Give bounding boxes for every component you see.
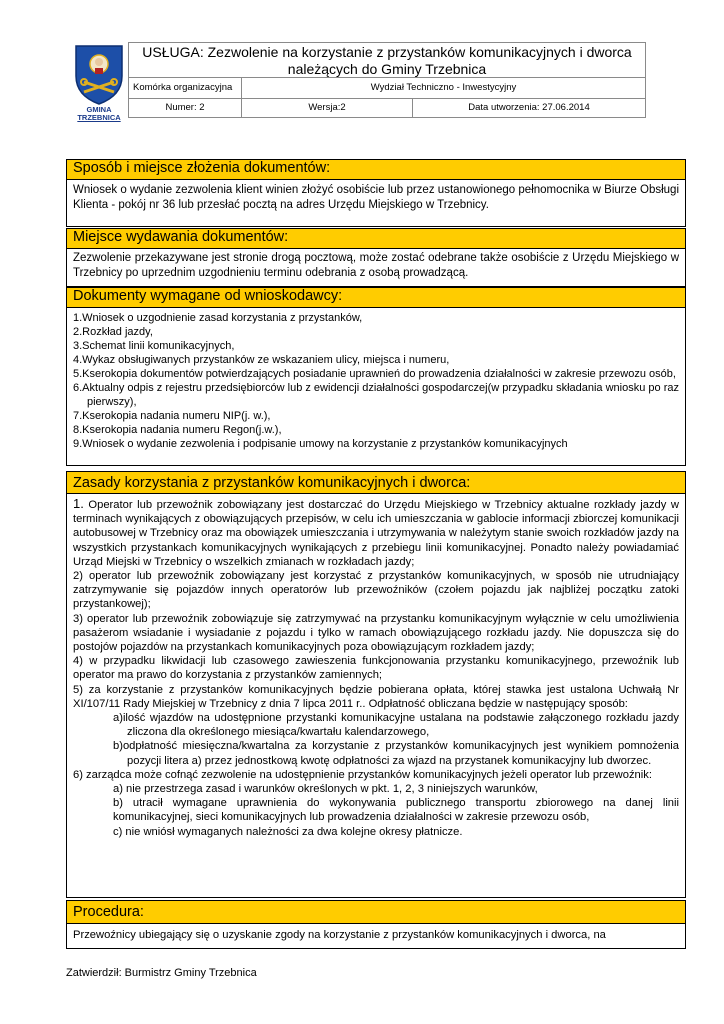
rule-paragraph-2: 2) operator lub przewoźnik zobowiązany jest korzystać z przystanków komunikacyjnych, w sposób nie utrudniający zatrzymywanie się pojazdów innych operatorów lub przewoźników (czołem pojazdu jak najbliżej początku zatoki przystankowej); [73,570,679,611]
rule-text: Operator lub przewoźnik zobowiązany jest dostarczać do Urzędu Miejskiego w Trzebnicy aktualne rozkłady jazdy w terminach wynikających z obowiązujących przepisów, w celu ich umieszczania w gablocie informacji zbiorczej komunikacji autobusowej w Trzebnicy oraz ma obowiązek umieszczania i utrzymywania w należytym stanie swoich rozkładów jazdy na wszystkich przystankach komunikacyjnych wynikających z przebiegu linii komunikacyjnej. Ponadto należy powiadamiać Urząd Miejski w Trzebnicy o wszelkich zmianach w rozkładach jazdy; [73,499,679,568]
unit-label: Komórka organizacyjna [128,78,242,99]
list-item: 2.Rozkład jazdy, [73,326,153,338]
section-body [66,494,686,898]
list-item: 4.Wykaz obsługiwanych przystanków ze wskazaniem ulicy, miejsca i numeru, [73,354,450,366]
section-heading: Procedura: [66,900,686,924]
document-version: Wersja:2 [241,99,413,118]
logo-caption [70,106,128,122]
list-item: 1.Wniosek o uzgodnienie zasad korzystania z przystanków, [73,312,363,324]
list-item: 3.Schemat linii komunikacyjnych, [73,340,235,352]
list-item: 5.Kserokopia dokumentów potwierdzających posiadanie uprawnień do prowadzenia działalności w zakresie przewozu osób, [73,368,676,380]
section-heading: Miejsce wydawania dokumentów: [66,228,686,249]
rule-paragraph-4: 4) w przypadku likwidacji lub czasowego zawieszenia funkcjonowania przystanku komunikacyjnego, przewoźnik lub operator ma prawo do korzystania z przystanków zamiennych; [73,655,679,682]
approval-footer: Zatwierdził: Burmistrz Gminy Trzebnica [66,967,257,979]
section-submission [66,159,686,227]
rule-paragraph-5: 5) za korzystanie z przystanków komunikacyjnych będzie pobierana opłata, której stawka jest ustalona Uchwałą Nr XI/107/11 Rady Miejskiej w Trzebnicy z dnia 7 lipca 2011 r.. Odpłatność obliczana będzie w następujący sposób: [73,683,679,710]
section-rules [66,471,686,898]
rule-paragraph-6c: c) nie wniósł wymaganych należności za dwa kolejne okresy płatnicze. [113,825,463,838]
coat-of-arms-icon [70,42,128,106]
rule-paragraph-5a: a)ilość wjazdów na udostępnione przystanki komunikacyjne ustalana na podstawie załączonego rozkładu jazdy zliczona dla określonego miesiąca/kwartału kalendarzowego, [113,712,679,739]
service-title: USŁUGA: Zezwolenie na korzystanie z przystanków komunikacyjnych i dworca należących do Gminy Trzebnica [128,42,646,78]
section-body [66,308,686,466]
section-heading: Dokumenty wymagane od wnioskodawcy: [66,287,686,308]
unit-value: Wydział Techniczno - Inwestycyjny [241,78,646,99]
section-issuance [66,228,686,287]
section-procedure [66,900,686,949]
logo-caption-line1: GMINA [86,105,112,114]
issuance-text: Zezwolenie przekazywane jest stronie drogą pocztową, może zostać odebrane także osobiście z Urzędu Miejskiego w Trzebnicy po uprzednim uzgodnieniu terminu odebrania z osobą prowadzącą. [73,252,679,279]
rule-paragraph-1 [73,497,679,569]
municipality-logo [70,42,128,122]
list-item: 9.Wniosek o wydanie zezwolenia i podpisanie umowy na korzystanie z przystanków komunikacyjnych [73,438,568,450]
logo-caption-line2: TRZEBNICA [77,113,121,122]
submission-text: Wniosek o wydanie zezwolenia klient winien złożyć osobiście lub przez ustanowionego pełnomocnika w Biurze Obsługi Klienta - pokój nr 36 lub przesłać pocztą na adres Urzędu Miejskiego w Trzebnicy. [73,184,679,211]
list-item: 8.Kserokopia nadania numeru Regon(j.w.), [73,424,282,436]
rule-paragraph-3: 3) operator lub przewoźnik zobowiązuje się zatrzymywać na przystanku komunikacyjnym wyłącznie w celu umożliwienia pasażerom wsiadanie i wysiadanie z pojazdu i tylko w ramach obowiązującego rozkładu jazdy. Nie dopuszcza się do postojów pojazdów na przystankach komunikacyjnych poza obowiązującym rozkładem jazdy; [73,612,679,654]
list-item: 6.Aktualny odpis z rejestru przedsiębiorców lub z ewidencji działalności gospodarczej(w przypadku składania wniosku po raz pierwszy), [73,382,679,408]
section-documents [66,287,686,466]
creation-date: Data utworzenia: 27.06.2014 [412,99,646,118]
procedure-text: Przewoźnicy ubiegający się o uzyskanie zgody na korzystanie z przystanków komunikacyjnych i dworca, na [73,929,606,941]
section-body [66,249,686,287]
rule-number: 1. [73,496,84,511]
list-item: 7.Kserokopia nadania numeru NIP(j. w.), [73,410,271,422]
rule-paragraph-6b: b) utracił wymagane uprawnienia do wykonywania publicznego transportu zbiorowego na danej linii komunikacyjnej, sieci komunikacyjnych lub prowadzenia działalności w zakresie przewozu osób, [113,797,679,824]
rule-paragraph-6a: a) nie przestrzega zasad i warunków określonych w pkt. 1, 2, 3 niniejszych warunków, [113,783,538,796]
section-body [66,180,686,227]
section-heading: Sposób i miejsce złożenia dokumentów: [66,159,686,180]
rule-paragraph-5b: b)odpłatność miesięczna/kwartalna za korzystanie z przystanków komunikacyjnych jest wynikiem pomnożenia pozycji litera a) przez jednostkową kwotę odpłatności za wjazd na przystanek komunikacyjny lub dworzec. [113,740,679,767]
section-heading: Zasady korzystania z przystanków komunikacyjnych i dworca: [66,471,686,494]
document-number: Numer: 2 [128,99,242,118]
rule-paragraph-6: 6) zarządca może cofnąć zezwolenie na udostępnienie przystanków komunikacyjnych jeżeli operator lub przewoźnik: [73,768,652,781]
section-body [66,924,686,949]
